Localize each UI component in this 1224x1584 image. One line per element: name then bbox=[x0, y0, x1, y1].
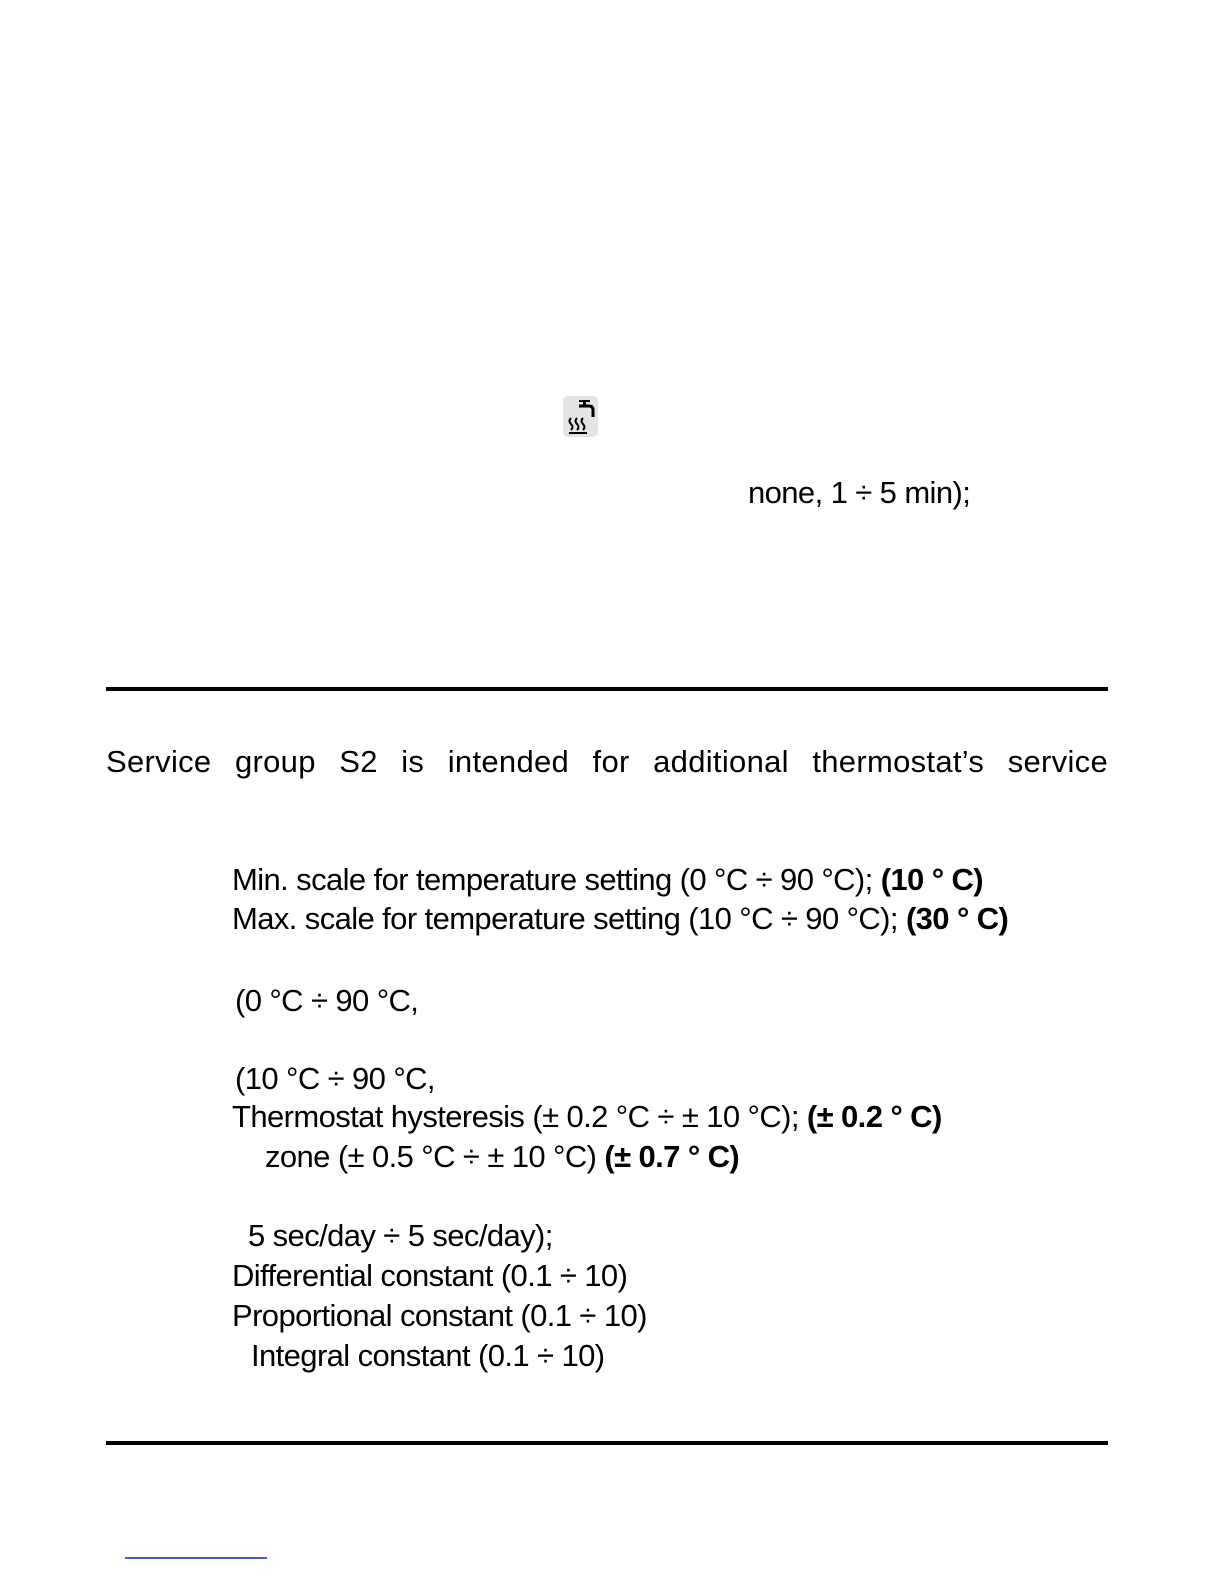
delay-range-text: none, 1 ÷ 5 min); bbox=[748, 475, 971, 510]
param-text: Integral constant (0.1 ÷ 10) bbox=[251, 1338, 605, 1373]
param-text: Min. scale for temperature setting (0 °C ÷ 90 °C); bbox=[232, 862, 881, 897]
param-zone bbox=[265, 1139, 739, 1175]
param-text: Max. scale for temperature setting (10 °C ÷ 90 °C); bbox=[232, 901, 906, 936]
param-clock-correction bbox=[248, 1218, 553, 1254]
param-differential bbox=[232, 1258, 627, 1294]
param-default: (10 ° C) bbox=[880, 862, 984, 897]
param-text: Thermostat hysteresis (± 0.2 °C ÷ ± 10 °C); bbox=[232, 1099, 807, 1134]
param-max-scale bbox=[232, 901, 1008, 937]
param-range-b bbox=[235, 1061, 435, 1097]
param-default: (30 ° C) bbox=[905, 901, 1009, 936]
param-default: (± 0.7 ° C) bbox=[604, 1139, 740, 1174]
param-text: (10 °C ÷ 90 °C, bbox=[235, 1061, 435, 1096]
param-text: (0 °C ÷ 90 °C, bbox=[235, 983, 419, 1018]
param-text: zone (± 0.5 °C ÷ ± 10 °C) bbox=[265, 1139, 605, 1174]
section-bottom-rule bbox=[106, 1441, 1108, 1445]
param-proportional bbox=[232, 1298, 647, 1334]
section-top-rule bbox=[106, 687, 1108, 691]
param-text: Differential constant (0.1 ÷ 10) bbox=[232, 1258, 628, 1293]
param-integral bbox=[251, 1338, 604, 1374]
param-text: 5 sec/day ÷ 5 sec/day); bbox=[248, 1218, 553, 1253]
param-text: Proportional constant (0.1 ÷ 10) bbox=[232, 1298, 647, 1333]
param-range-a bbox=[235, 983, 418, 1019]
param-default: (± 0.2 ° C) bbox=[806, 1099, 942, 1134]
param-min-scale bbox=[232, 862, 983, 898]
hot-water-tap-icon bbox=[563, 396, 598, 437]
link-underline bbox=[125, 1557, 267, 1559]
section-intro: Service group S2 is intended for additional thermostat’s service bbox=[106, 744, 1108, 779]
param-hysteresis bbox=[232, 1099, 942, 1135]
